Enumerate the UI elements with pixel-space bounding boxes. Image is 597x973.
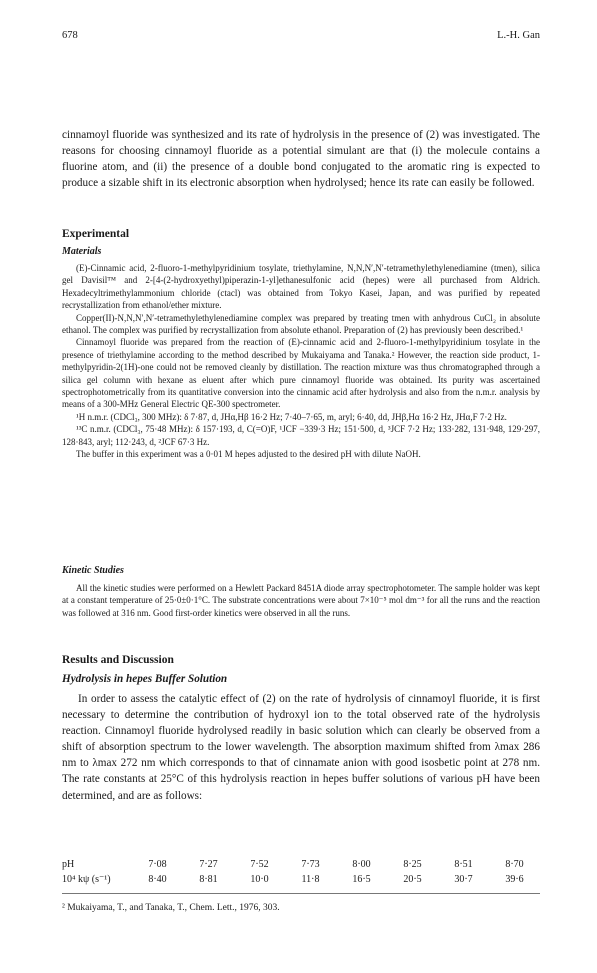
kinetic-paragraph: All the kinetic studies were performed on a Hewlett Packard 8451A diode array spectrophotometer. The sample holder was kept at a constant temperature of 25·0±0·1°C. The substrate concentrations were about 7×10⁻⁵ mol dm⁻³ for all the runs and the reaction was followed at 316 nm. Good first-order kinetics were observed in all the runs. — [62, 583, 540, 618]
materials-heading: Materials — [62, 246, 102, 257]
rate-constant-table — [62, 857, 540, 887]
kinetic-section — [62, 582, 540, 619]
experimental-heading: Experimental — [62, 228, 130, 240]
k-cell: 8·40 — [148, 874, 167, 885]
ph-cell: 7·27 — [199, 859, 218, 870]
materials-paragraph-1: (E)-Cinnamic acid, 2-fluoro-1-methylpyridinium tosylate, triethylamine, N,N,N′,N′-tetramethylethylenediamine (tmen), silica gel Davisil™ and 2-[4-(2-hydroxyethyl)piperazin-1-yl]ethanesulfonic acid (hepes) were all purchased from Aldrich. Hexadecyltrimethylammonium chloride (ctacl) was obtained from Tokyo Kasei, Japan, and was purified by repeated recrystallization from ethanol/ether mixture. — [62, 263, 540, 311]
ph-label: pH — [62, 859, 75, 870]
buffer-paragraph: The buffer in this experiment was a 0·01 M hepes adjusted to the desired pH with dilute NaOH. — [76, 449, 421, 460]
footnote-divider — [62, 893, 540, 894]
k-cell: 39·6 — [505, 874, 524, 885]
ph-cell: 8·70 — [505, 859, 524, 870]
ph-cell: 7·08 — [148, 859, 167, 870]
materials-section — [62, 262, 540, 461]
cnmr-paragraph: ¹³C n.m.r. (CDCl₃, 75·48 MHz): δ 157·193, d, C(=O)F, ¹JCF −339·3 Hz; 151·500, d, ³JCF 7·2 Hz; 133·282, 131·948, 129·297, 128·843, aryl; 112·243, d, ²JCF 67·3 Hz. — [62, 424, 540, 447]
k-cell: 30·7 — [454, 874, 473, 885]
k-label: 10⁴ kψ (s⁻¹) — [62, 874, 111, 885]
running-author: L.-H. Gan — [497, 30, 540, 41]
page-number: 678 — [62, 30, 78, 41]
k-cell: 20·5 — [403, 874, 422, 885]
materials-paragraph-3: Cinnamoyl fluoride was prepared from the reaction of (E)-cinnamic acid and 2-fluoro-1-methylpyridinium tosylate in the presence of triethylamine according to the method described by Mukaiyama and Tanaka.² However, the reaction side product, 1-methylpyridin-2(1H)-one could not be removed cleanly by distillation. The reaction mixture was thus chromatographed through a silica gel column with hexane as eluent after which pure cinnamoyl fluoride was obtained. Its purity was ascertained spectrophotometrically from its quantitative conversion into the cinnamic acid after hydrolysis and also from the n.m.r. analysis by means of a 300-MHz General Electric QE-300 spectrometer. — [62, 337, 540, 410]
results-paragraph: In order to assess the catalytic effect of (2) on the rate of hydrolysis of cinnamoyl fluoride, it is first necessary to determine the contribution of hydroxyl ion to the total observed rate of the hydrolysis reaction. Cinnamoyl fluoride hydrolysed readily in basic solution which can clearly be observed from a shift of absorption spectrum to the lower wavelength. The absorption maximum shifted from λmax 286 nm to λmax 272 nm which corresponds to that of cinnamate anion with good isosbetic point at 278 nm. The rate constants at 25°C of this hydrolysis reaction in hepes buffer solutions of various pH have been determined, and are as follows: — [62, 693, 540, 802]
ph-cell: 7·52 — [250, 859, 269, 870]
ph-cell: 8·25 — [403, 859, 422, 870]
k-cell: 10·0 — [250, 874, 269, 885]
k-cell: 8·81 — [199, 874, 218, 885]
k-cell: 11·8 — [301, 874, 320, 885]
table-row-ph — [62, 857, 540, 872]
running-header — [62, 30, 540, 44]
intro-paragraph: cinnamoyl fluoride was synthesized and its rate of hydrolysis in the presence of (2) was investigated. The reasons for choosing cinnamoyl fluoride as a potential simulant are that (i) the molecule contains a fluorine atom, and (ii) the presence of a double bond conjugated to the aromatic ring is expected to produce a sizable shift in its electronic absorption when hydrolysed; hence its rate can easily be followed. — [62, 129, 540, 189]
k-cell: 16·5 — [352, 874, 371, 885]
ph-cell: 8·00 — [352, 859, 371, 870]
hydrolysis-subheading: Hydrolysis in hepes Buffer Solution — [62, 673, 228, 685]
materials-paragraph-2: Copper(II)-N,N,N′,N′-tetramethylethylenediamine complex was prepared by treating tmen with anhydrous CuCl₂ in absolute ethanol. The complex was purified by recrystallization from absolute ethanol. Preparation of (2) has previously been described.¹ — [62, 312, 540, 336]
ph-cell: 7·73 — [301, 859, 320, 870]
hnmr-paragraph: ¹H n.m.r. (CDCl₃, 300 MHz): δ 7·87, d, JHα,Hβ 16·2 Hz; 7·40–7·65, m, aryl; 6·40, dd, JHβ,Hα 16·2 Hz, JHα,F 7·2 Hz. — [76, 411, 507, 422]
table-row-k — [62, 872, 540, 887]
ph-cell: 8·51 — [454, 859, 473, 870]
footnote: ² Mukaiyama, T., and Tanaka, T., Chem. Lett., 1976, 303. — [62, 903, 280, 913]
results-section — [62, 691, 540, 804]
results-heading: Results and Discussion — [62, 654, 174, 666]
kinetic-studies-heading: Kinetic Studies — [62, 565, 124, 576]
